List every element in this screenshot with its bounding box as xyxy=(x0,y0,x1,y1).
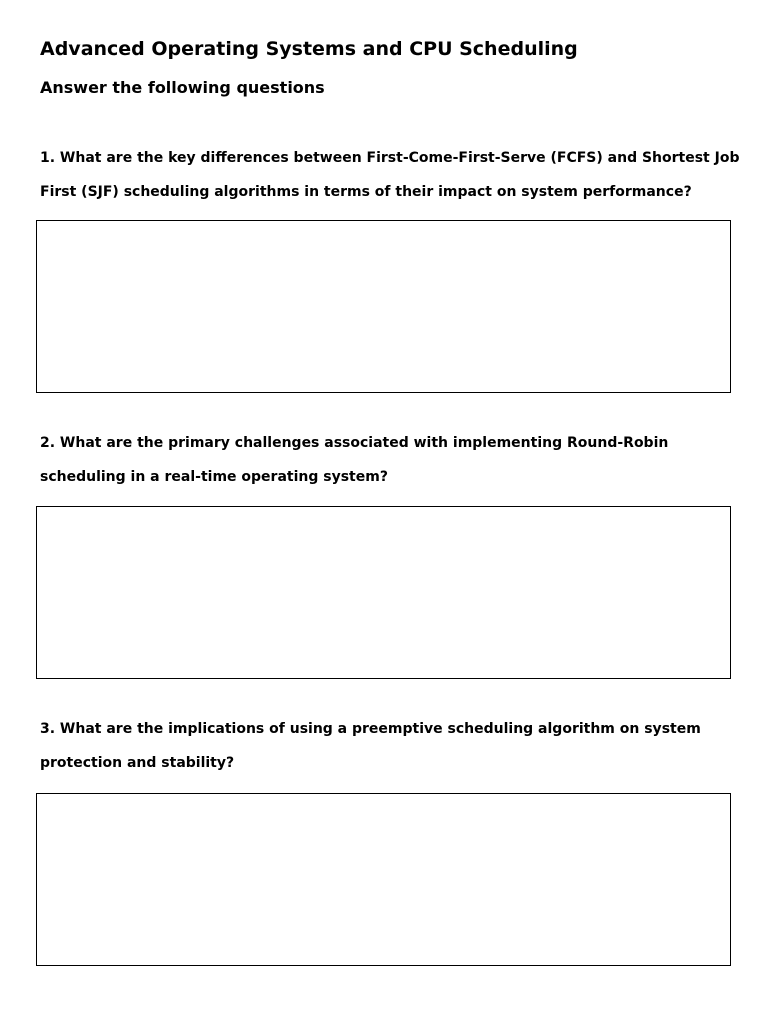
page-title: Advanced Operating Systems and CPU Scheduling xyxy=(40,38,578,60)
question-2-text: 2. What are the primary challenges associated with implementing Round-Robin scheduling in a real-time operating system? xyxy=(40,435,669,485)
question-1-text: 1. What are the key differences between First-Come-First-Serve (FCFS) and Shortest Job First (SJF) scheduling algorithms in terms of their impact on system performance? xyxy=(40,150,740,200)
answer-2-input[interactable] xyxy=(37,507,730,678)
answer-box-1[interactable] xyxy=(36,220,731,393)
answer-box-3[interactable] xyxy=(36,793,731,966)
question-3 xyxy=(40,712,740,780)
question-1 xyxy=(40,141,740,209)
answer-box-2[interactable] xyxy=(36,506,731,679)
question-2 xyxy=(40,426,740,494)
question-3-text: 3. What are the implications of using a preemptive scheduling algorithm on system protection and stability? xyxy=(40,721,701,771)
instructions-heading: Answer the following questions xyxy=(40,78,325,97)
answer-1-input[interactable] xyxy=(37,221,730,392)
answer-3-input[interactable] xyxy=(37,794,730,965)
